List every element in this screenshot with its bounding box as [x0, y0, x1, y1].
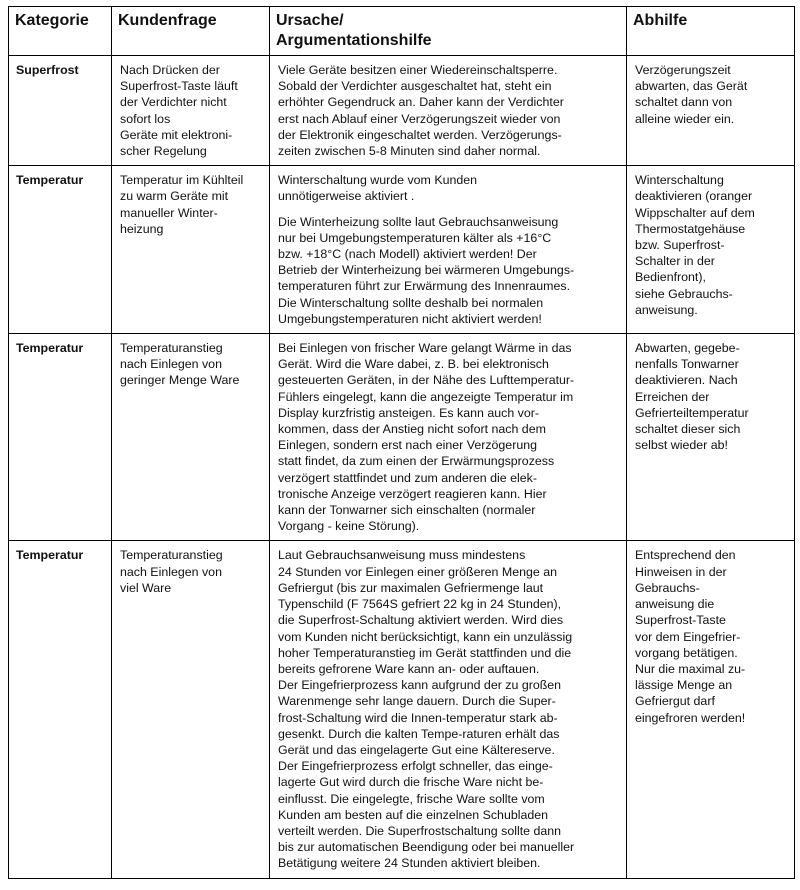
text-line: Erreichen der [635, 389, 710, 404]
text-line: nenfalls Tonwarner [635, 357, 739, 372]
text-line: Warenmenge sehr lange dauern. Durch die Super- [278, 694, 556, 709]
text-line: geringer Menge Ware [120, 373, 240, 388]
text-line: nur bei Umgebungstemperaturen kälter als +16°C [278, 230, 552, 245]
text-line: Geräte mit elektroni- [120, 127, 233, 142]
cell-abhilfe [627, 166, 795, 334]
text-line: statt findet, da zum einen der Erwärmungsprozess [278, 454, 555, 469]
text-line: 24 Stunden vor Einlegen einer größeren Menge an [278, 564, 557, 579]
table-row [9, 541, 795, 879]
text-line: bis zur automatischen Beendigung oder bei manueller [278, 840, 575, 855]
text-line: bereits gefrorene Ware kann an- oder auftauen. [278, 661, 540, 676]
text-line: Temperaturanstieg [120, 548, 223, 563]
text-line: Verzögerungszeit [635, 63, 731, 77]
text-line: Bei Einlegen von frischer Ware gelangt Wärme in das [278, 341, 572, 356]
text-line: heizung [120, 221, 164, 236]
text-line: Umgebungstemperaturen nicht aktiviert werden! [278, 311, 542, 326]
text-line: kann der Tonwarner sich einschalten (normaler [278, 503, 536, 518]
text-line: lagerte Gut wird durch die frische Ware nicht be- [278, 775, 544, 790]
text-line: Nur die maximal zu- [635, 661, 746, 676]
text-line: Gefriergut darf [635, 694, 715, 709]
text-line: nach Einlegen von [120, 357, 222, 372]
text-line: Fühlers eingelegt, kann die angezeigte Temperatur im [278, 389, 574, 404]
cell-ursache [270, 334, 627, 541]
cell-kundenfrage [112, 56, 270, 166]
text-line: Viele Geräte besitzen einer Wiedereinschaltsperre. [278, 63, 558, 77]
text-line: Temperatur im Kühlteil [120, 173, 244, 188]
text-line: Temperaturanstieg [120, 341, 223, 356]
text-line: schaltet dann von [635, 95, 733, 110]
text-line: der Verdichter nicht [120, 95, 227, 110]
text-line: Entsprechend den [635, 548, 736, 563]
cell-kundenfrage [112, 334, 270, 541]
header-kategorie: Kategorie [9, 7, 112, 56]
header-abhilfe: Abhilfe [627, 7, 795, 56]
text-line: tronische Anzeige verzögert reagieren kann. Hier [278, 486, 547, 501]
header-ursache [270, 7, 627, 56]
text-line: scher Regelung [120, 144, 207, 159]
text-line: Der Eingefrierprozess kann aufgrund der zu großen [278, 678, 562, 693]
text-line: Abwarten, gegebe- [635, 341, 740, 356]
ursache-paragraph [278, 172, 620, 204]
text-line: vorgang betätigen. [635, 645, 738, 660]
cell-kategorie: Temperatur [9, 541, 112, 879]
text-line: bzw. Superfrost- [635, 238, 725, 253]
text-line: Gerät und das eingelagerte Gut eine Kältereserve. [278, 742, 555, 757]
text-line: Laut Gebrauchsanweisung muss mindestens [278, 548, 526, 563]
text-line: erhöhter Gegendruck an. Daher kann der Verdichter [278, 95, 564, 110]
text-line: Display kurzfristig ansteigen. Es kann auch vor- [278, 405, 540, 420]
table-row [9, 56, 795, 166]
text-line: anweisung. [635, 302, 698, 317]
text-line: zu warm Geräte mit [120, 189, 229, 204]
text-line: viel Ware [120, 580, 172, 595]
cell-kundenfrage [112, 541, 270, 879]
cell-abhilfe [627, 56, 795, 166]
text-line: Gefrierteiltemperatur [635, 405, 749, 420]
text-line: temperaturen führt zur Erwärmung des Innenraumes. [278, 279, 571, 294]
text-line: abwarten, das Gerät [635, 79, 748, 94]
text-line: sofort los [120, 111, 171, 126]
text-line: erst nach Ablauf einer Verzögerungszeit wieder von [278, 111, 561, 126]
text-line: Vorgang - keine Störung). [278, 519, 420, 534]
text-line: frost-Schaltung wird die Innen-temperatur stark ab- [278, 710, 558, 725]
text-line: Kunden am besten auf die einzelnen Schubladen [278, 807, 549, 822]
text-line: nach Einlegen von [120, 564, 222, 579]
text-line: Wippschalter auf dem [635, 205, 755, 220]
text-line: vor dem Eingefrier- [635, 629, 741, 644]
text-line: alleine wieder ein. [635, 111, 735, 126]
text-line: gesteuerten Geräten, in der Nähe des Lufttemperatur- [278, 373, 575, 388]
text-line: Bedienfront), [635, 270, 706, 285]
header-ursache-line: Argumentationshilfe [276, 32, 432, 49]
text-line: die Superfrost-Schaltung aktiviert werden. Wird dies [278, 613, 564, 628]
faq-table [8, 6, 795, 879]
text-line: Thermostatgehäuse [635, 221, 746, 236]
text-line: deaktivieren (oranger [635, 189, 753, 204]
text-line: zeiten zwischen 5-8 Minuten sind daher normal. [278, 144, 541, 159]
header-ursache-line: Ursache/ [276, 12, 344, 29]
text-line: Winterschaltung [635, 173, 724, 188]
text-line: Der Eingefrierprozess erfolgt schneller, das einge- [278, 759, 553, 774]
table-row [9, 166, 795, 334]
text-line: deaktivieren. Nach [635, 373, 738, 388]
text-line: unnötigerweise aktiviert . [278, 189, 415, 204]
text-line: hoher Temperaturanstieg im Gerät stattfinden und die [278, 645, 572, 660]
text-line: eingefroren werden! [635, 710, 746, 725]
text-line: gesenkt. Durch die kalten Tempe-raturen erhält das [278, 726, 560, 741]
text-line: anweisung die [635, 597, 715, 612]
cell-kategorie: Temperatur [9, 334, 112, 541]
text-line: Gefriergut (bis zur maximalen Gefriermenge laut [278, 580, 544, 595]
header-kundenfrage: Kundenfrage [112, 7, 270, 56]
cell-kundenfrage [112, 166, 270, 334]
text-line: Schalter in der [635, 254, 715, 269]
text-line: selbst wieder ab! [635, 438, 728, 453]
text-line: Die Winterheizung sollte laut Gebrauchsanweisung [278, 214, 559, 229]
text-line: Nach Drücken der [120, 63, 220, 77]
table-row [9, 334, 795, 541]
text-line: lässige Menge an [635, 678, 733, 693]
cell-kategorie: Temperatur [9, 166, 112, 334]
text-line: Sobald der Verdichter ausgeschaltet hat, steht ein [278, 79, 552, 94]
cell-ursache [270, 541, 627, 879]
cell-ursache [270, 56, 627, 166]
text-line: Winterschaltung wurde vom Kunden [278, 173, 478, 188]
text-line: Hinweisen in der [635, 564, 727, 579]
ursache-paragraph [278, 214, 620, 327]
cell-kategorie: Superfrost [9, 56, 112, 166]
text-line: verteilt werden. Die Superfrostschaltung sollte dann [278, 823, 562, 838]
text-line: Typenschild (F 7564S gefriert 22 kg in 24 Stunden), [278, 597, 562, 612]
text-line: einflusst. Die eingelegte, frische Ware sollte vom [278, 791, 545, 806]
text-line: Gerät. Wird die Ware dabei, z. B. bei elektronisch [278, 357, 549, 372]
text-line: Die Winterschaltung sollte deshalb bei normalen [278, 295, 544, 310]
cell-abhilfe [627, 541, 795, 879]
text-line: Betrieb der Winterheizung bei wärmeren Umgebungs- [278, 263, 575, 278]
text-line: Einlegen, sondern erst nach einer Verzögerung [278, 438, 537, 453]
cell-abhilfe [627, 334, 795, 541]
text-line: bzw. +18°C (nach Modell) aktiviert werden! Der [278, 247, 537, 262]
text-line: manueller Winter- [120, 205, 218, 220]
text-line: Gebrauchs- [635, 580, 700, 595]
text-line: vom Kunden nicht berücksichtigt, kann ein unzulässig [278, 629, 573, 644]
text-line: kommen, dass der Anstieg nicht sofort nach dem [278, 422, 546, 437]
text-line: verzögert stattfindet und zum anderen die elek- [278, 470, 537, 485]
text-line: Superfrost-Taste [635, 613, 726, 628]
text-line: siehe Gebrauchs- [635, 286, 733, 301]
text-line: Superfrost-Taste läuft [120, 79, 238, 94]
text-line: schaltet dieser sich [635, 422, 741, 437]
text-line: Betätigung weitere 24 Stunden aktiviert bleiben. [278, 856, 541, 871]
text-line: der Elektronik eingeschaltet werden. Verzögerungs- [278, 127, 562, 142]
cell-ursache [270, 166, 627, 334]
header-row [9, 7, 795, 56]
